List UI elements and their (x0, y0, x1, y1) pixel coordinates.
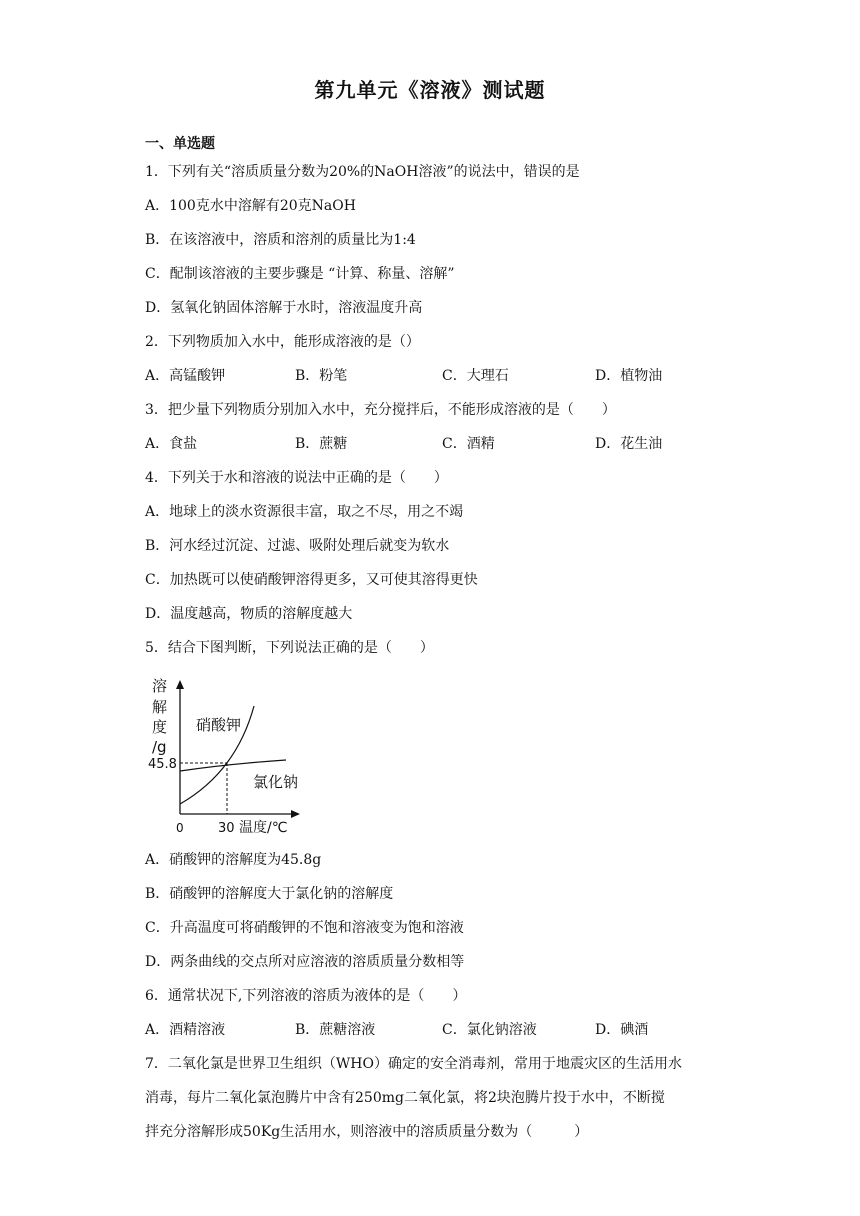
question-1-option-a: A．100克水中溶解有20克NaOH (145, 198, 356, 214)
question-6-option-c: C．氯化钠溶液 (442, 1022, 537, 1038)
y-tick-label: 45.8 (148, 757, 177, 772)
question-7-stem-line-2: 消毒，每片二氧化氯泡腾片中含有250mg二氧化氯，将2块泡腾片投于水中，不断搅 (145, 1090, 665, 1106)
question-7-stem-line-3: 拌充分溶解形成50Kg生活用水，则溶液中的溶质质量分数为（ ） (145, 1124, 589, 1140)
series-label-potassium-nitrate: 硝酸钾 (196, 716, 242, 734)
question-1-stem: 1．下列有关“溶质质量分数为20%的NaOH溶液”的说法中，错误的是 (145, 164, 580, 180)
question-3-options (145, 434, 725, 454)
question-5-option-d: D．两条曲线的交点所对应溶液的溶质质量分数相等 (145, 954, 465, 970)
series-label-sodium-chloride: 氯化钠 (253, 773, 299, 791)
question-6-option-b: B．蔗糖溶液 (295, 1022, 376, 1038)
question-7-stem-line-1: 7．二氧化氯是世界卫生组织（WHO）确定的安全消毒剂，常用于地震灾区的生活用水 (145, 1056, 682, 1072)
question-2-option-b: B．粉笔 (295, 368, 348, 384)
question-2-option-d: D．植物油 (595, 368, 663, 384)
page-title: 第九单元《溶液》测试题 (314, 78, 546, 102)
x-tick-label: 30 (218, 821, 235, 836)
question-2-stem: 2．下列物质加入水中，能形成溶液的是（） (145, 334, 420, 350)
y-axis-label-char-3: 度 (152, 718, 168, 736)
question-3-stem: 3．把少量下列物质分别加入水中，充分搅拌后，不能形成溶液的是（ ） (145, 402, 616, 418)
question-6-stem: 6．通常状况下,下列溶液的溶质为液体的是（ ） (145, 988, 467, 1004)
question-2-options (145, 366, 725, 386)
question-4-option-a: A．地球上的淡水资源很丰富，取之不尽，用之不竭 (145, 504, 464, 520)
question-1-option-b: B．在该溶液中，溶质和溶剂的质量比为1:4 (145, 232, 416, 248)
question-5-option-a: A．硝酸钾的溶解度为45.8g (145, 852, 322, 868)
x-axis-label: 温度/℃ (239, 820, 288, 836)
question-3-option-b: B．蔗糖 (295, 436, 348, 452)
question-1-option-d: D．氢氧化钠固体溶解于水时，溶液温度升高 (145, 300, 423, 316)
section-heading: 一、单选题 (145, 136, 215, 152)
question-3-option-c: C．酒精 (442, 436, 495, 452)
question-6-option-d: D．碘酒 (595, 1022, 649, 1038)
question-2-option-a: A．高锰酸钾 (145, 368, 226, 384)
question-4-option-c: C．加热既可以使硝酸钾溶得更多，又可使其溶得更快 (145, 572, 478, 588)
question-5-option-b: B．硝酸钾的溶解度大于氯化钠的溶解度 (145, 886, 394, 902)
x-axis-arrow-icon (291, 810, 300, 818)
question-4-option-d: D．温度越高，物质的溶解度越大 (145, 606, 353, 622)
question-2-option-c: C．大理石 (442, 368, 509, 384)
question-5-option-c: C．升高温度可将硝酸钾的不饱和溶液变为饱和溶液 (145, 920, 464, 936)
series-line-sodium-chloride (180, 760, 286, 771)
solubility-chart (148, 672, 308, 838)
y-axis-label-char-2: 解 (152, 698, 168, 716)
question-5-stem: 5．结合下图判断，下列说法正确的是（ ） (145, 640, 434, 656)
question-4-stem: 4．下列关于水和溶液的说法中正确的是（ ） (145, 470, 448, 486)
origin-label: 0 (176, 821, 184, 835)
question-6-option-a: A．酒精溶液 (145, 1022, 226, 1038)
question-1-option-c: C．配制该溶液的主要步骤是 “计算、称量、溶解” (145, 266, 455, 282)
y-axis-arrow-icon (176, 680, 184, 689)
y-axis-label-char-1: 溶 (152, 677, 168, 695)
question-4-option-b: B．河水经过沉淀、过滤、吸附处理后就变为软水 (145, 538, 450, 554)
y-axis-label-char-4: /g (152, 738, 167, 756)
question-6-options (145, 1020, 725, 1040)
question-3-option-d: D．花生油 (595, 436, 663, 452)
question-3-option-a: A．食盐 (145, 436, 198, 452)
